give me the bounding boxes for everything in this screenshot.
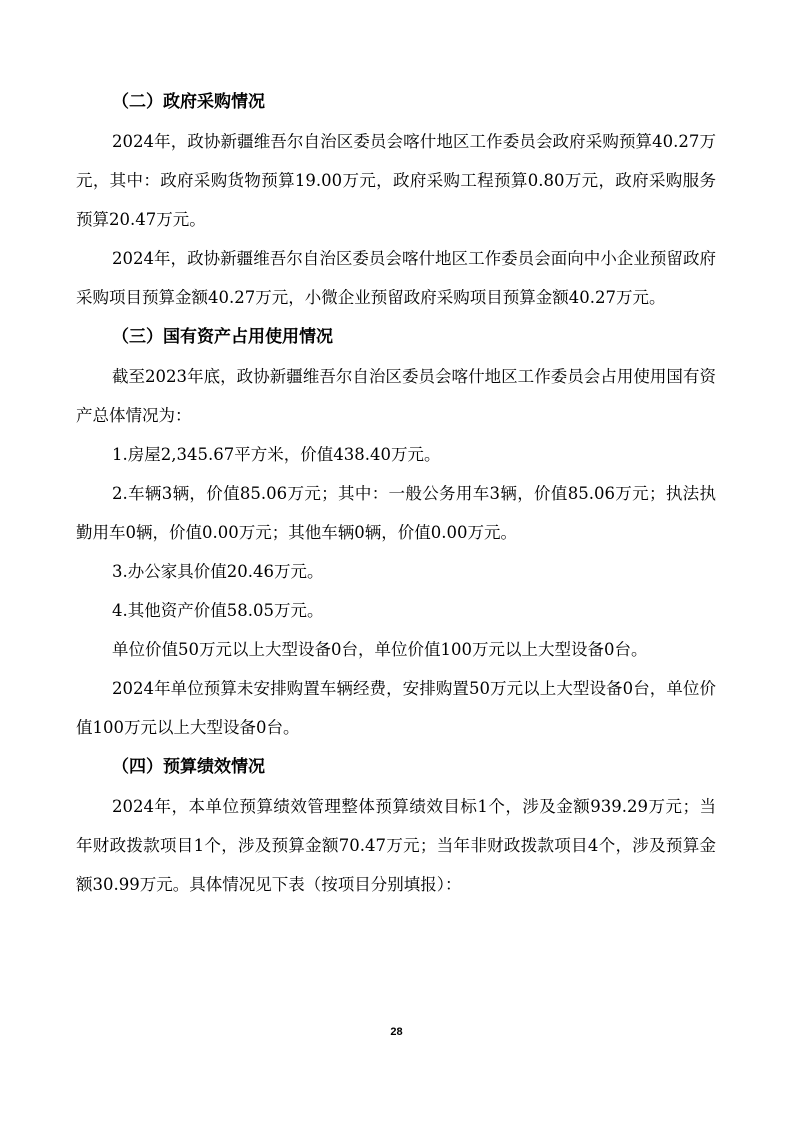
list-item-vehicles: 2.车辆3辆，价值85.06万元；其中：一般公务用车3辆，价值85.06万元；执法执勤用车0辆，价值0.00万元；其他车辆0辆，价值0.00万元。 <box>76 484 716 542</box>
page-number: 28 <box>390 1026 403 1038</box>
page-body <box>76 82 716 904</box>
paragraph: 2024年，政协新疆维吾尔自治区委员会喀什地区工作委员会政府采购预算40.27万元，其中：政府采购货物预算19.00万元，政府采购工程预算0.80万元，政府采购服务预算20.47万元。 <box>76 132 716 229</box>
section-heading-state-assets: （三）国有资产占用使用情况 <box>112 327 333 347</box>
paragraph: 2024年，本单位预算绩效管理整体预算绩效目标1个，涉及金额939.29万元；当年财政拨款项目1个，涉及预算金额70.47万元；当年非财政拨款项目4个，涉及预算金额30.99万元。具体情况见下表（按项目分别填报）： <box>76 797 716 894</box>
list-item-housing: 1.房屋2,345.67平方米，价值438.40万元。 <box>112 445 441 464</box>
paragraph: 2024年，政协新疆维吾尔自治区委员会喀什地区工作委员会面向中小企业预留政府采购项目预算金额40.27万元，小微企业预留政府采购项目预算金额40.27万元。 <box>76 249 716 307</box>
list-item-other-assets: 4.其他资产价值58.05万元。 <box>112 601 324 620</box>
paragraph: 截至2023年底，政协新疆维吾尔自治区委员会喀什地区工作委员会占用使用国有资产总体情况为： <box>76 367 716 425</box>
section-heading-budget-performance: （四）预算绩效情况 <box>112 757 265 777</box>
paragraph: 2024年单位预算未安排购置车辆经费，安排购置50万元以上大型设备0台，单位价值100万元以上大型设备0台。 <box>76 679 716 737</box>
paragraph: 单位价值50万元以上大型设备0台，单位价值100万元以上大型设备0台。 <box>112 640 648 659</box>
list-item-furniture: 3.办公家具价值20.46万元。 <box>112 562 324 581</box>
section-heading-government-procurement: （二）政府采购情况 <box>112 92 265 112</box>
